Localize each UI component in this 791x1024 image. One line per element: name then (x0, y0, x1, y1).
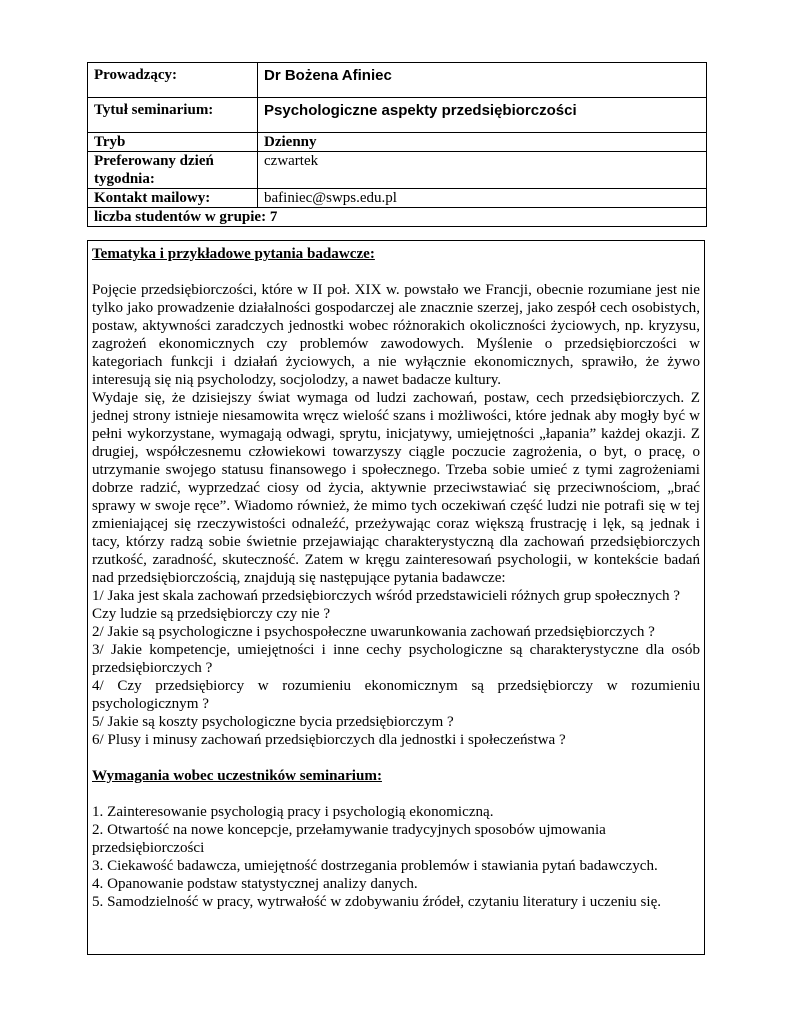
question-6: 6/ Plusy i minusy zachowań przedsiębiorczych dla jednostki i społeczeństwa ? (92, 732, 566, 748)
topics-paragraph-1: Pojęcie przedsiębiorczości, które w II poł. XIX w. powstało we Francji, obecnie rozumiane jest nie tylko jako prowadzenie działalności gospodarczej ale znacznie szerzej, jako zespół cech osobistych, postaw, aktywności zaradczych jednostki wobec różnorakich okoliczności życiowych, np. kryzysu, zagrożeń ekonomicznych czy problemów zawodowych. Myślenie o przedsiębiorczości w kategoriach funkcji i działań życiowych, a nie wyłącznie ekonomicznych, sprawiło, że żywo interesują się nią psycholodzy, socjolodzy, a nawet badacze kultury. (92, 282, 700, 388)
seminar-info-table (87, 62, 707, 227)
email-value: bafiniec@swps.edu.pl (258, 189, 707, 208)
description-box (87, 240, 705, 955)
students-count: liczba studentów w grupie: 7 (88, 208, 707, 227)
question-4-line-1: 4/ Czy przedsiębiorcy w rozumieniu ekonomicznym są przedsiębiorczy w rozumieniu (92, 678, 700, 694)
mode-row (88, 133, 707, 152)
email-row (88, 189, 707, 208)
requirement-3: 3. Ciekawość badawcza, umiejętność dostrzegania problemów i stawiania pytań badawczych. (92, 858, 658, 874)
title-row (88, 98, 707, 133)
topics-heading: Tematyka i przykładowe pytania badawcze: (92, 246, 375, 262)
requirements-heading: Wymagania wobec uczestników seminarium: (92, 768, 382, 784)
title-label: Tytuł seminarium: (88, 98, 258, 133)
question-2: 2/ Jakie są psychologiczne i psychospołeczne uwarunkowania zachowań przedsiębiorczych ? (92, 624, 655, 640)
mode-value: Dzienny (258, 133, 707, 152)
requirement-5: 5. Samodzielność w pracy, wytrwałość w zdobywaniu źródeł, czytaniu literatury i uczeniu się. (92, 894, 662, 910)
mode-label: Tryb (88, 133, 258, 152)
question-5: 5/ Jakie są koszty psychologiczne bycia przedsiębiorczym ? (92, 714, 454, 730)
lecturer-row (88, 63, 707, 98)
lecturer-value: Dr Bożena Afiniec (258, 63, 707, 98)
topics-paragraph-2: Wydaje się, że dzisiejszy świat wymaga od ludzi zachowań, postaw, cech przedsiębiorczych. Z jednej strony istnieje niesamowita wręcz wielość szans i możliwości, które jednak aby mogły być w pełni wykorzystane, wymagają odwagi, sprytu, inicjatywy, umiejętności „łapania” każdej okazji. Z drugiej, współczesnemu człowiekowi towarzyszy ciągle poczucie zagrożenia, o byt, o pracę, o utrzymanie swojego statusu finansowego i społecznego. Trzeba sobie umieć z tymi zagrożeniami dobrze radzić, wyprzedzać ciosy od życia, aktywnie przeciwstawiać się przeciwnościom, „brać sprawy w swoje ręce”. Wiadomo również, że mimo tych oczekiwań część ludzi nie potrafi się w tej zmieniającej się rzeczywistości odnaleźć, przeżywając coraz większą frustrację i lęk, są jednak i tacy, którzy radzą sobie świetnie przejawiając charakterystyczną dla zachowań przedsiębiorczych rzutkość, zaradność, skuteczność. Zatem w kręgu zainteresowań psychologii, w kontekście badań nad przedsiębiorczością, znajdują się następujące pytania badawcze: (92, 390, 700, 586)
question-1-line-2: Czy ludzie są przedsiębiorczy czy nie ? (92, 606, 331, 622)
day-row (88, 152, 707, 189)
question-4-line-2: psychologicznym ? (92, 696, 209, 712)
description-content (92, 245, 700, 911)
students-row (88, 208, 707, 227)
lecturer-label: Prowadzący: (88, 63, 258, 98)
requirement-2-line-1: 2. Otwartość na nowe koncepcje, przełamywanie tradycyjnych sposobów ujmowania (92, 822, 606, 838)
question-3-line-2: przedsiębiorczych ? (92, 660, 213, 676)
day-label: Preferowany dzień tygodnia: (88, 152, 258, 189)
question-3-line-1: 3/ Jakie kompetencje, umiejętności i inne cechy psychologiczne są charakterystyczne dla osób (92, 642, 700, 658)
day-value: czwartek (258, 152, 707, 189)
requirement-4: 4. Opanowanie podstaw statystycznej analizy danych. (92, 876, 418, 892)
requirement-1: 1. Zainteresowanie psychologią pracy i psychologią ekonomiczną. (92, 804, 494, 820)
title-value: Psychologiczne aspekty przedsiębiorczości (258, 98, 707, 133)
requirement-2-line-2: przedsiębiorczości (92, 840, 205, 856)
email-label: Kontakt mailowy: (88, 189, 258, 208)
question-1-line-1: 1/ Jaka jest skala zachowań przedsiębiorczych wśród przedstawicieli różnych grup społecznych ? (92, 588, 681, 604)
